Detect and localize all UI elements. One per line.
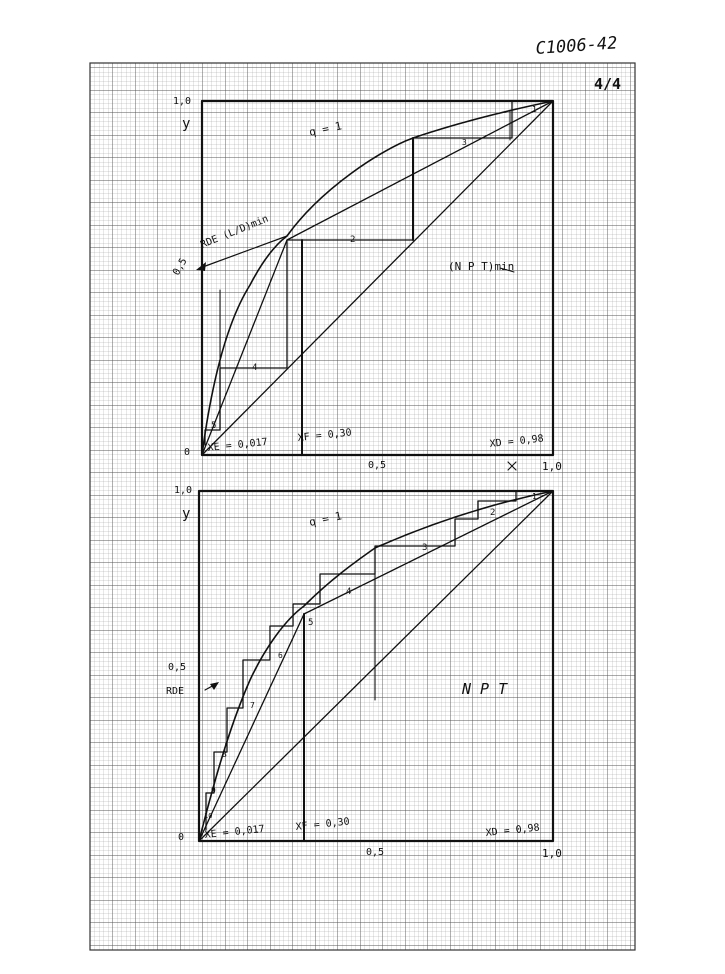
bottom-y-max-label: 1,0: [174, 485, 193, 496]
bottom-xd-label: XD = 0,98: [485, 822, 541, 839]
top-y-max-label: 1,0: [173, 96, 192, 107]
bottom-stage-number: 2: [490, 508, 496, 518]
document-id: C1006-42: [534, 33, 619, 59]
top-y-axis-label: y: [182, 116, 191, 132]
top-npt-label: (N P T)min: [448, 260, 515, 273]
top-stage-number: 3: [462, 138, 467, 147]
bottom-stage-number: 6: [278, 651, 283, 660]
top-x-half-label: 0,5: [368, 460, 387, 471]
bottom-x-half-label: 0,5: [366, 847, 385, 858]
top-y-half-label: 0,5: [171, 256, 190, 278]
top-xe-label: XE = 0,017: [207, 436, 269, 454]
bottom-stage-number: 5: [308, 618, 314, 628]
bottom-rde-label: RDE: [166, 686, 185, 697]
top-origin-label: 0: [184, 447, 191, 458]
page-number: 4/4: [594, 75, 622, 93]
top-xf-label: XF = 0,30: [297, 427, 353, 444]
bottom-y-axis-label: y: [182, 506, 191, 522]
top-feed-label: q = 1: [307, 119, 344, 139]
bottom-x-max-label: 1,0: [542, 847, 562, 860]
bottom-feed-label: q = 1: [307, 509, 344, 529]
top-stage-number: 5: [211, 421, 217, 431]
bottom-stage-number: 8: [222, 750, 227, 759]
top-rde-label: RDE (L/D)min: [199, 213, 271, 251]
bottom-xe-label: XE = 0,017: [204, 823, 266, 841]
top-x-axis-label: X: [503, 471, 511, 485]
top-x-max-label: 1,0: [542, 460, 562, 473]
top-stage-number: 2: [350, 235, 356, 245]
bottom-stage-number: 3: [422, 543, 428, 553]
top-stage-number: 1: [532, 105, 537, 114]
bottom-stage-number: 7: [250, 701, 255, 710]
bottom-stage-number: 9: [211, 786, 216, 795]
bottom-stage-number: 4: [346, 587, 352, 597]
top-stage-number: 4: [252, 363, 258, 373]
bottom-npt-label: N P T: [462, 680, 508, 698]
bottom-y-half-label: 0,5: [168, 662, 187, 673]
bottom-xf-label: XF = 0,30: [295, 816, 351, 833]
top-xd-label: XD = 0,98: [489, 433, 545, 450]
bottom-stage-number: 1: [532, 492, 537, 501]
bottom-origin-label: 0: [178, 832, 185, 843]
bottom-stage-number: 10: [204, 812, 213, 820]
